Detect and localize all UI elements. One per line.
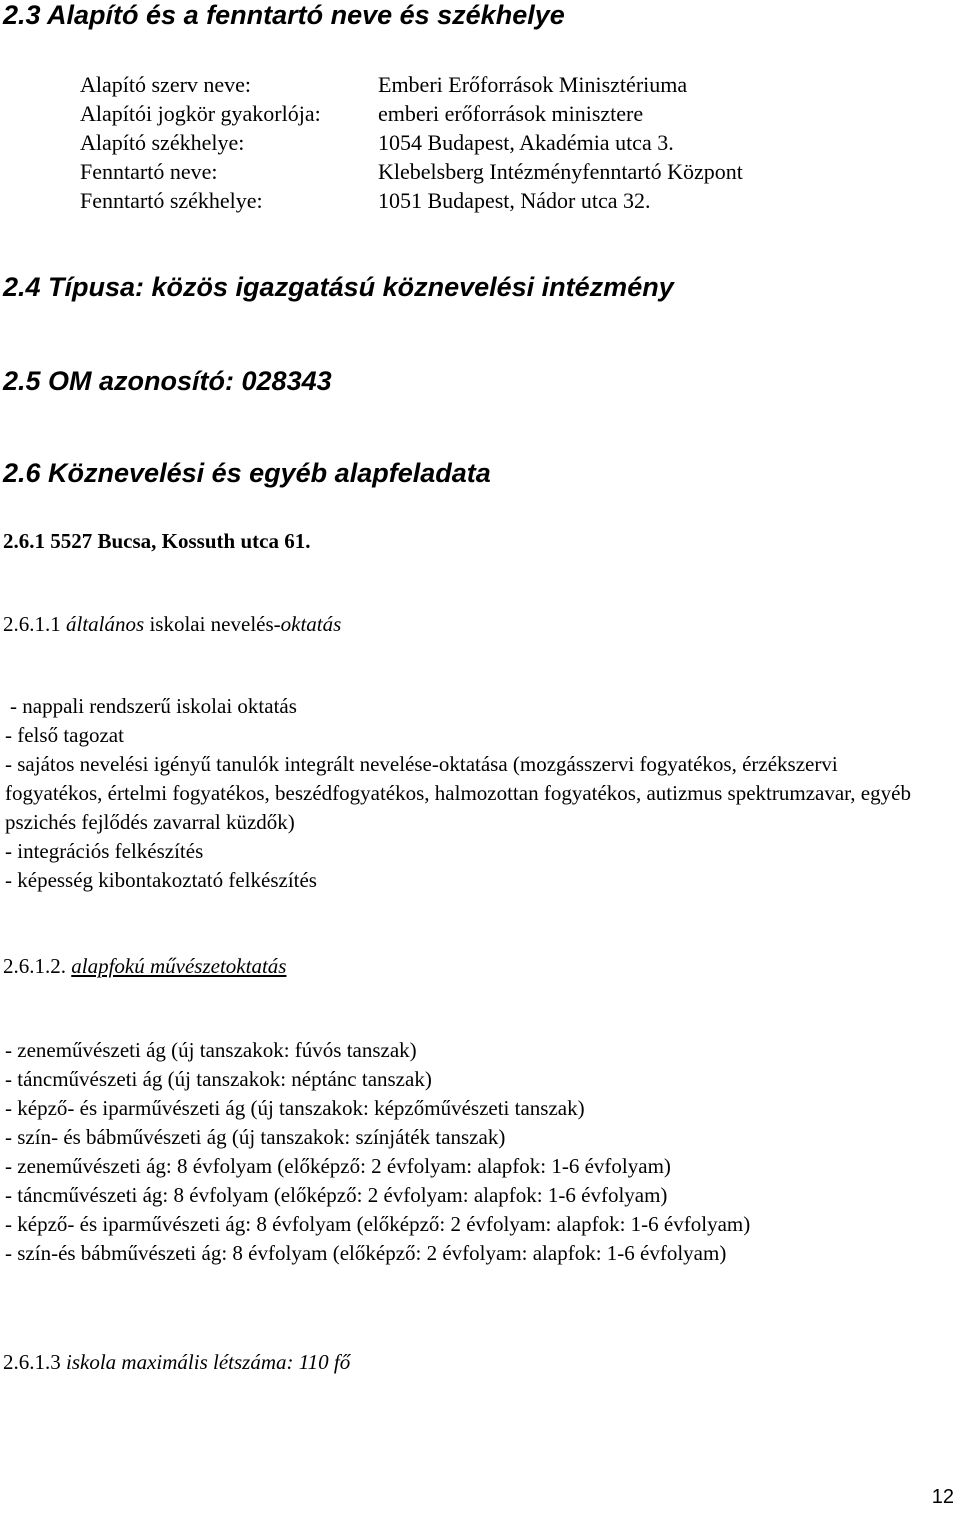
info-row-founder-name <box>80 70 940 99</box>
info-label: Alapító székhelye: <box>80 130 245 155</box>
subsection-heading-2-6-1-1 <box>3 610 341 639</box>
info-value: 1054 Budapest, Akadémia utca 3. <box>378 130 674 155</box>
list-item: - felső tagozat <box>5 723 124 747</box>
section-heading-2-4: 2.4 Típusa: közös igazgatású köznevelési intézmény <box>3 272 674 302</box>
subsection-number: 2.6.1.1 <box>3 612 66 636</box>
info-row-maintainer-name <box>80 157 940 186</box>
info-row-founder-seat <box>80 128 940 157</box>
page-number: 12 <box>931 1486 954 1508</box>
list-item: - szín-és bábművészeti ág: 8 évfolyam (előképző: 2 évfolyam: alapfok: 1-6 évfolyam) <box>5 1241 727 1265</box>
info-label: Alapítói jogkör gyakorlója: <box>80 101 321 126</box>
subsection-title-part: iskolai nevelés <box>149 612 274 636</box>
info-label: Alapító szerv neve: <box>80 72 252 97</box>
list-item: - integrációs felkészítés <box>5 839 204 863</box>
subsection-heading-2-6-1-2 <box>3 952 286 981</box>
subsection-title: iskola maximális létszáma: 110 fő <box>66 1350 351 1374</box>
info-value: 1051 Budapest, Nádor utca 32. <box>378 188 651 213</box>
general-school-list <box>5 692 935 895</box>
list-item: - zeneművészeti ág: 8 évfolyam (előképző: 2 évfolyam: alapfok: 1-6 évfolyam) <box>5 1154 671 1178</box>
list-item: - képző- és iparművészeti ág (új tanszakok: képzőművészeti tanszak) <box>5 1096 585 1120</box>
subsection-title-part: általános <box>66 612 150 636</box>
info-label: Fenntartó székhelye: <box>80 188 263 213</box>
subsection-heading-2-6-1-3 <box>3 1348 350 1377</box>
subsection-number: 2.6.1.3 <box>3 1350 66 1374</box>
list-item: - táncművészeti ág: 8 évfolyam (előképző: 2 évfolyam: alapfok: 1-6 évfolyam) <box>5 1183 668 1207</box>
info-row-founder-authority <box>80 99 940 128</box>
subsection-number: 2.6.1.2. <box>3 954 72 978</box>
list-item: - nappali rendszerű iskolai oktatás <box>10 694 297 718</box>
section-heading-2-6: 2.6 Köznevelési és egyéb alapfeladata <box>3 458 491 488</box>
subsection-title-part: -oktatás <box>273 612 342 636</box>
section-heading-2-3: 2.3 Alapító és a fenntartó neve és székhelye <box>3 0 565 30</box>
site-address-heading: 2.6.1 5527 Bucsa, Kossuth utca 61. <box>3 529 311 553</box>
art-education-list <box>5 1036 935 1268</box>
info-value: emberi erőforrások minisztere <box>378 101 644 126</box>
info-label: Fenntartó neve: <box>80 159 218 184</box>
section-heading-2-5: 2.5 OM azonosító: 028343 <box>3 366 332 396</box>
info-value: Klebelsberg Intézményfenntartó Központ <box>378 159 743 184</box>
list-item: - táncművészeti ág (új tanszakok: néptánc tanszak) <box>5 1067 432 1091</box>
list-item: - sajátos nevelési igényű tanulók integrált nevelése-oktatása (mozgásszervi fogyatékos, érzékszervi fogyatékos, értelmi fogyatékos, beszédfogyatékos, halmozottan fogyatékos, autizmus spektrumzavar, egyéb pszichés fejlődés zavarral küzdők) <box>5 752 911 834</box>
list-item: - képző- és iparművészeti ág: 8 évfolyam (előképző: 2 évfolyam: alapfok: 1-6 évfolyam) <box>5 1212 751 1236</box>
subsection-title: alapfokú művészetoktatás <box>71 954 287 978</box>
list-item: - képesség kibontakoztató felkészítés <box>5 868 317 892</box>
info-value: Emberi Erőforrások Minisztériuma <box>378 72 688 97</box>
info-row-maintainer-seat <box>80 186 940 215</box>
list-item: - szín- és bábművészeti ág (új tanszakok: színjáték tanszak) <box>5 1125 506 1149</box>
list-item: - zeneművészeti ág (új tanszakok: fúvós tanszak) <box>5 1038 417 1062</box>
